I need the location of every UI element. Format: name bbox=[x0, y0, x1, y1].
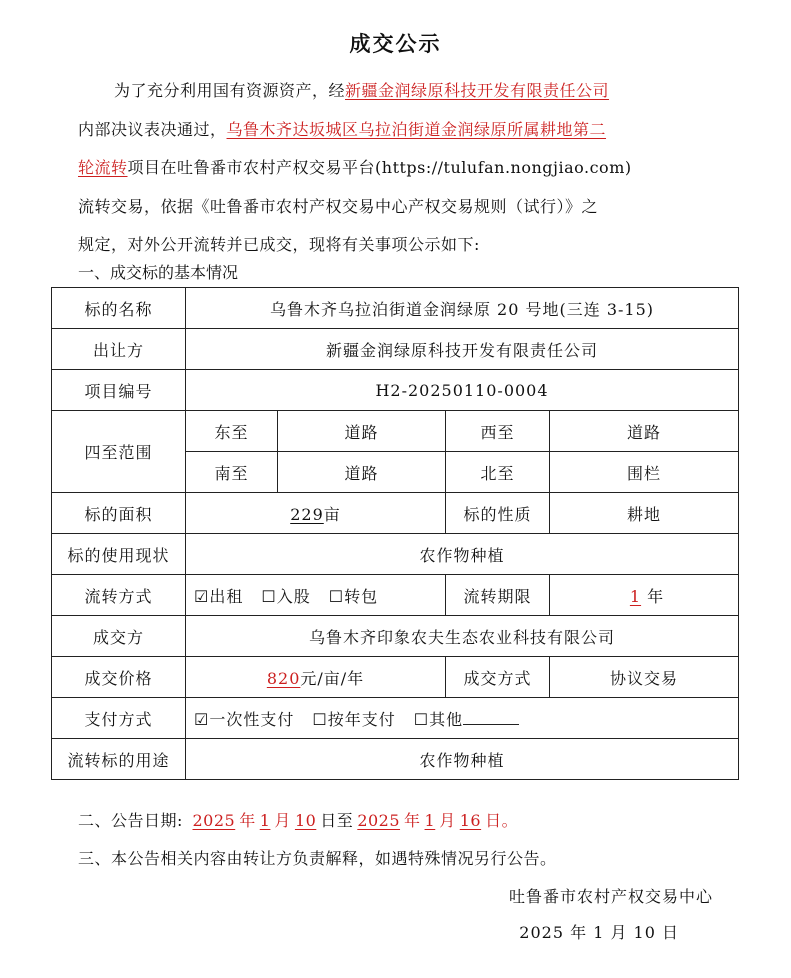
project-name: 乌鲁木齐达坂城区乌拉泊街道金润绿原所属耕地第二 bbox=[226, 119, 607, 139]
price-value: 820 bbox=[266, 668, 301, 688]
cell-label: 标的面积 bbox=[52, 493, 186, 534]
table-row bbox=[52, 329, 739, 370]
intro-text: 项目在吐鲁番市农村产权交易平台(https://tulufan.nongjiao.com) bbox=[127, 158, 632, 177]
cell-label: 标的名称 bbox=[52, 288, 186, 329]
area-unit: 亩 bbox=[323, 504, 341, 524]
project-name-cont: 轮流转 bbox=[78, 158, 128, 177]
cell-value bbox=[186, 493, 446, 534]
table-row bbox=[52, 493, 739, 534]
cell-label: 标的性质 bbox=[446, 493, 550, 534]
cell-value: H2-20250110-0004 bbox=[186, 370, 739, 411]
cell-label: 四至范围 bbox=[52, 411, 186, 493]
table-row bbox=[52, 411, 739, 452]
month-char: 月 bbox=[439, 811, 456, 830]
blank-line bbox=[463, 712, 519, 725]
cell-value bbox=[186, 575, 446, 616]
note-line: 三、本公告相关内容由转让方负责解释，如遇特殊情况另行公告。 bbox=[78, 849, 557, 868]
cell-label: 出让方 bbox=[52, 329, 186, 370]
cell-value: 农作物种植 bbox=[186, 739, 739, 780]
cell-value: 道路 bbox=[278, 452, 446, 493]
cell-label: 流转方式 bbox=[52, 575, 186, 616]
table-row bbox=[52, 698, 739, 739]
table-row bbox=[52, 534, 739, 575]
cell-value: 乌鲁木齐印象农夫生态农业科技有限公司 bbox=[186, 616, 739, 657]
notice-prefix: 二、公告日期: bbox=[78, 811, 183, 830]
intro-text: 流转交易，依据《吐鲁番市农村产权交易中心产权交易规则（试行）》之 bbox=[78, 196, 599, 216]
table-row bbox=[52, 575, 739, 616]
table-row bbox=[52, 657, 739, 698]
cell-value: 协议交易 bbox=[550, 657, 739, 698]
checkbox-pay-yearly: ☐按年支付 bbox=[312, 709, 396, 729]
cell-value bbox=[550, 575, 739, 616]
table-row bbox=[52, 616, 739, 657]
signature: 吐鲁番市农村产权交易中心 bbox=[508, 887, 713, 906]
cell-value: 道路 bbox=[550, 411, 739, 452]
page-title: 成交公示 bbox=[349, 31, 442, 56]
checkbox-share: ☐入股 bbox=[261, 586, 311, 606]
sign-date: 2025 年 1 月 10 日 bbox=[519, 923, 679, 942]
checkbox-pay-once: ☑一次性支付 bbox=[194, 709, 295, 729]
start-month: 1 bbox=[259, 811, 271, 830]
deal-table bbox=[51, 287, 739, 780]
cell-label: 北至 bbox=[446, 452, 550, 493]
month-char: 月 bbox=[274, 811, 291, 830]
end-year: 2025 bbox=[357, 811, 401, 830]
intro-text: 内部决议表决通过， bbox=[78, 119, 227, 139]
table-row bbox=[52, 370, 739, 411]
area-value: 229 bbox=[290, 504, 324, 524]
end-day: 16 bbox=[459, 811, 482, 830]
intro-text: 规定，对外公开流转并已成交，现将有关事项公示如下: bbox=[78, 235, 480, 254]
year-char: 年 bbox=[239, 811, 256, 830]
cell-value bbox=[186, 698, 739, 739]
price-unit: 元/亩/年 bbox=[300, 668, 365, 688]
start-day: 10 bbox=[294, 811, 317, 830]
period-value: 1 bbox=[629, 586, 642, 606]
cell-value: 道路 bbox=[278, 411, 446, 452]
section-title: 一、成交标的基本情况 bbox=[78, 263, 239, 282]
cell-value: 新疆金润绿原科技开发有限责任公司 bbox=[186, 329, 739, 370]
cell-value: 农作物种植 bbox=[186, 534, 739, 575]
notice-date bbox=[78, 808, 518, 831]
checkbox-pay-other: ☐其他 bbox=[413, 709, 464, 729]
cell-label: 南至 bbox=[186, 452, 278, 493]
start-year: 2025 bbox=[192, 811, 236, 830]
year-char: 年 bbox=[404, 811, 421, 830]
to-text: 日至 bbox=[320, 811, 354, 830]
cell-label: 支付方式 bbox=[52, 698, 186, 739]
cell-label: 成交方 bbox=[52, 616, 186, 657]
table-row bbox=[52, 739, 739, 780]
company-name: 新疆金润绿原科技开发有限责任公司 bbox=[345, 81, 610, 100]
cell-label: 标的使用现状 bbox=[52, 534, 186, 575]
table-row bbox=[52, 288, 739, 329]
intro-text: 为了充分利用国有资源资产，经 bbox=[114, 81, 346, 100]
cell-label: 流转标的用途 bbox=[52, 739, 186, 780]
checkbox-sublease: ☐转包 bbox=[328, 586, 379, 606]
end-month: 1 bbox=[424, 811, 436, 830]
cell-label: 成交价格 bbox=[52, 657, 186, 698]
cell-value bbox=[186, 657, 446, 698]
end-text: 日。 bbox=[485, 811, 519, 830]
intro-paragraph bbox=[78, 72, 718, 265]
cell-value: 围栏 bbox=[550, 452, 739, 493]
cell-label: 成交方式 bbox=[446, 657, 550, 698]
cell-label: 流转期限 bbox=[446, 575, 550, 616]
cell-label: 西至 bbox=[446, 411, 550, 452]
checkbox-rent: ☑出租 bbox=[194, 586, 244, 606]
period-unit: 年 bbox=[647, 586, 665, 606]
cell-value: 耕地 bbox=[550, 493, 739, 534]
cell-label: 项目编号 bbox=[52, 370, 186, 411]
cell-label: 东至 bbox=[186, 411, 278, 452]
cell-value: 乌鲁木齐乌拉泊街道金润绿原 20 号地(三连 3-15) bbox=[186, 288, 739, 329]
